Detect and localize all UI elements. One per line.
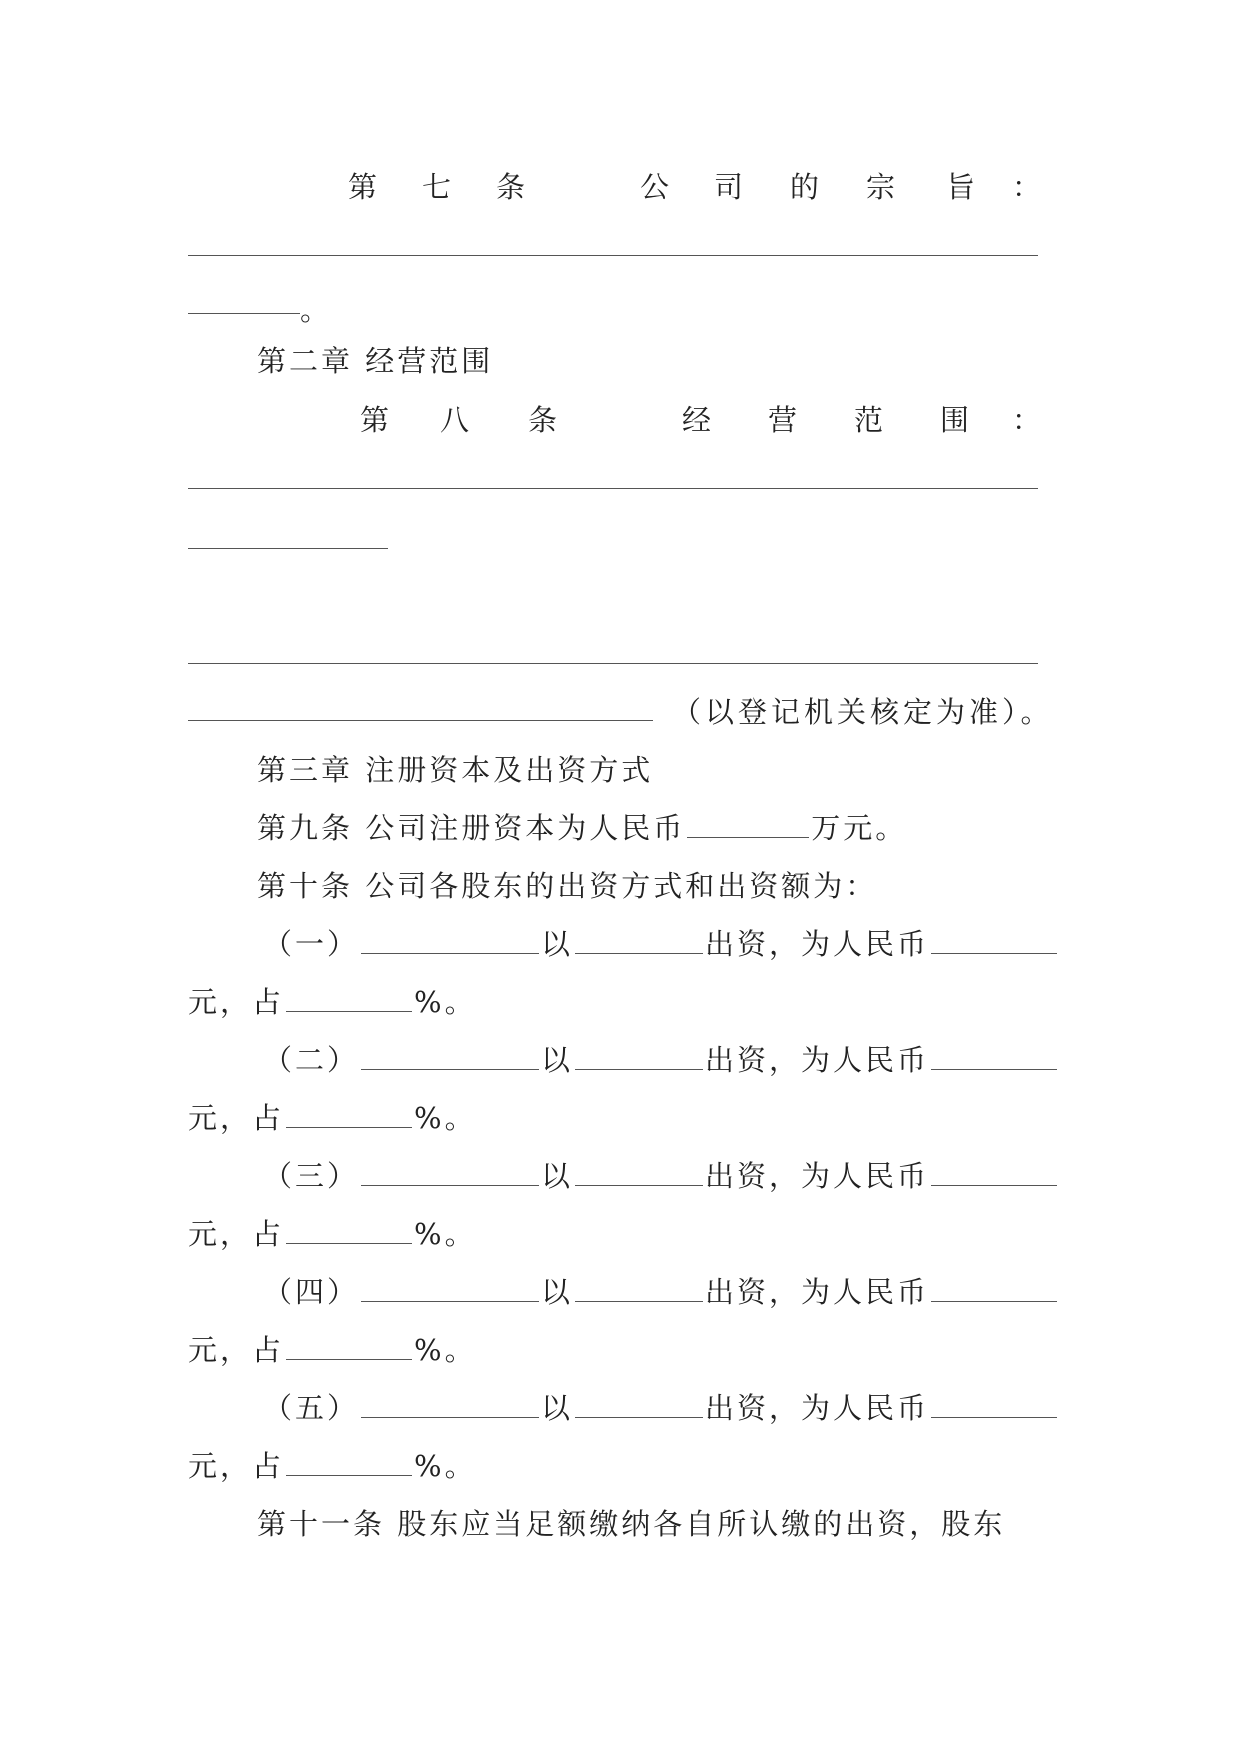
contribution-item-cont	[188, 1098, 477, 1138]
article-8-char: ：	[1012, 403, 1045, 437]
item-with: 以	[541, 1275, 574, 1309]
article-8-char: 第	[360, 403, 393, 437]
article-7-end-mark: 。	[300, 293, 333, 327]
amount-blank[interactable]	[931, 925, 1057, 954]
article-7-fill-line[interactable]	[188, 255, 1038, 256]
article-8-fill-line-short[interactable]	[188, 548, 388, 549]
item-label: （二）	[263, 1043, 360, 1077]
contribution-item-cont	[188, 982, 477, 1022]
article-7-char: 条	[496, 170, 529, 204]
amount-blank[interactable]	[931, 1157, 1057, 1186]
article-8-heading	[0, 400, 1241, 440]
item-contribute: 出资，为人民币	[705, 927, 930, 961]
item-contribute: 出资，为人民币	[705, 1159, 930, 1193]
contribution-method-blank[interactable]	[575, 925, 703, 954]
registered-capital-blank[interactable]	[687, 809, 809, 838]
article-8-fill-line-mid[interactable]	[188, 720, 653, 721]
contribution-method-blank[interactable]	[575, 1273, 703, 1302]
contribution-item-cont	[188, 1330, 477, 1370]
contribution-item	[263, 924, 1059, 964]
item-with: 以	[541, 1043, 574, 1077]
shareholder-name-blank[interactable]	[361, 925, 539, 954]
amount-blank[interactable]	[931, 1389, 1057, 1418]
contribution-item	[263, 1388, 1059, 1428]
article-7-char: 的	[790, 170, 823, 204]
contribution-item-cont	[188, 1214, 477, 1254]
chapter-3-title: 第三章 注册资本及出资方式	[257, 753, 654, 787]
contribution-method-blank[interactable]	[575, 1041, 703, 1070]
contribution-method-blank[interactable]	[575, 1389, 703, 1418]
item-percent: %。	[414, 1333, 477, 1367]
item-label: （五）	[263, 1391, 360, 1425]
contribution-item	[263, 1040, 1059, 1080]
shareholder-name-blank[interactable]	[361, 1041, 539, 1070]
article-7-char: 公	[640, 170, 673, 204]
contribution-item-cont	[188, 1446, 477, 1486]
article-8-note: （以登记机关核定为准）。	[672, 695, 1054, 729]
article-8-char: 条	[528, 403, 561, 437]
shareholder-name-blank[interactable]	[361, 1273, 539, 1302]
item-yuan: 元，占	[188, 1217, 285, 1251]
item-with: 以	[541, 1391, 574, 1425]
amount-blank[interactable]	[931, 1041, 1057, 1070]
article-7-char: 七	[422, 170, 455, 204]
article-10-title: 第十条 公司各股东的出资方式和出资额为：	[257, 869, 878, 903]
article-8-char: 范	[854, 403, 887, 437]
item-percent: %。	[414, 1449, 477, 1483]
percent-blank[interactable]	[286, 1215, 412, 1244]
article-7-fill-line-short[interactable]	[188, 313, 300, 314]
contribution-method-blank[interactable]	[575, 1157, 703, 1186]
article-11: 第十一条 股东应当足额缴纳各自所认缴的出资，股东	[257, 1507, 1006, 1541]
article-7-char: 司	[714, 170, 747, 204]
percent-blank[interactable]	[286, 983, 412, 1012]
item-yuan: 元，占	[188, 1333, 285, 1367]
item-percent: %。	[414, 1101, 477, 1135]
percent-blank[interactable]	[286, 1099, 412, 1128]
article-9-prefix: 第九条 公司注册资本为人民币	[257, 811, 686, 845]
contribution-item	[263, 1156, 1059, 1196]
item-label: （三）	[263, 1159, 360, 1193]
amount-blank[interactable]	[931, 1273, 1057, 1302]
article-8-char: 营	[768, 403, 801, 437]
contribution-item	[263, 1272, 1059, 1312]
percent-blank[interactable]	[286, 1331, 412, 1360]
article-8-fill-line[interactable]	[188, 663, 1038, 664]
article-8-fill-line[interactable]	[188, 488, 1038, 489]
item-contribute: 出资，为人民币	[705, 1391, 930, 1425]
article-8-char: 经	[682, 403, 715, 437]
article-9	[257, 808, 907, 848]
item-with: 以	[541, 927, 574, 961]
percent-blank[interactable]	[286, 1447, 412, 1476]
item-label: （四）	[263, 1275, 360, 1309]
item-yuan: 元，占	[188, 985, 285, 1019]
article-7-char: 宗	[866, 170, 899, 204]
item-percent: %。	[414, 985, 477, 1019]
shareholder-name-blank[interactable]	[361, 1389, 539, 1418]
article-8-char: 八	[440, 403, 473, 437]
item-label: （一）	[263, 927, 360, 961]
item-with: 以	[541, 1159, 574, 1193]
shareholder-name-blank[interactable]	[361, 1157, 539, 1186]
chapter-2-title: 第二章 经营范围	[257, 344, 494, 378]
article-8-char: 围	[940, 403, 973, 437]
article-7-heading	[0, 167, 1241, 207]
item-contribute: 出资，为人民币	[705, 1043, 930, 1077]
article-9-suffix: 万元。	[811, 811, 908, 845]
article-7-char: 旨	[946, 170, 979, 204]
item-yuan: 元，占	[188, 1101, 285, 1135]
item-percent: %。	[414, 1217, 477, 1251]
item-contribute: 出资，为人民币	[705, 1275, 930, 1309]
article-7-char: 第	[348, 170, 381, 204]
article-7-char: ：	[1012, 170, 1045, 204]
item-yuan: 元，占	[188, 1449, 285, 1483]
